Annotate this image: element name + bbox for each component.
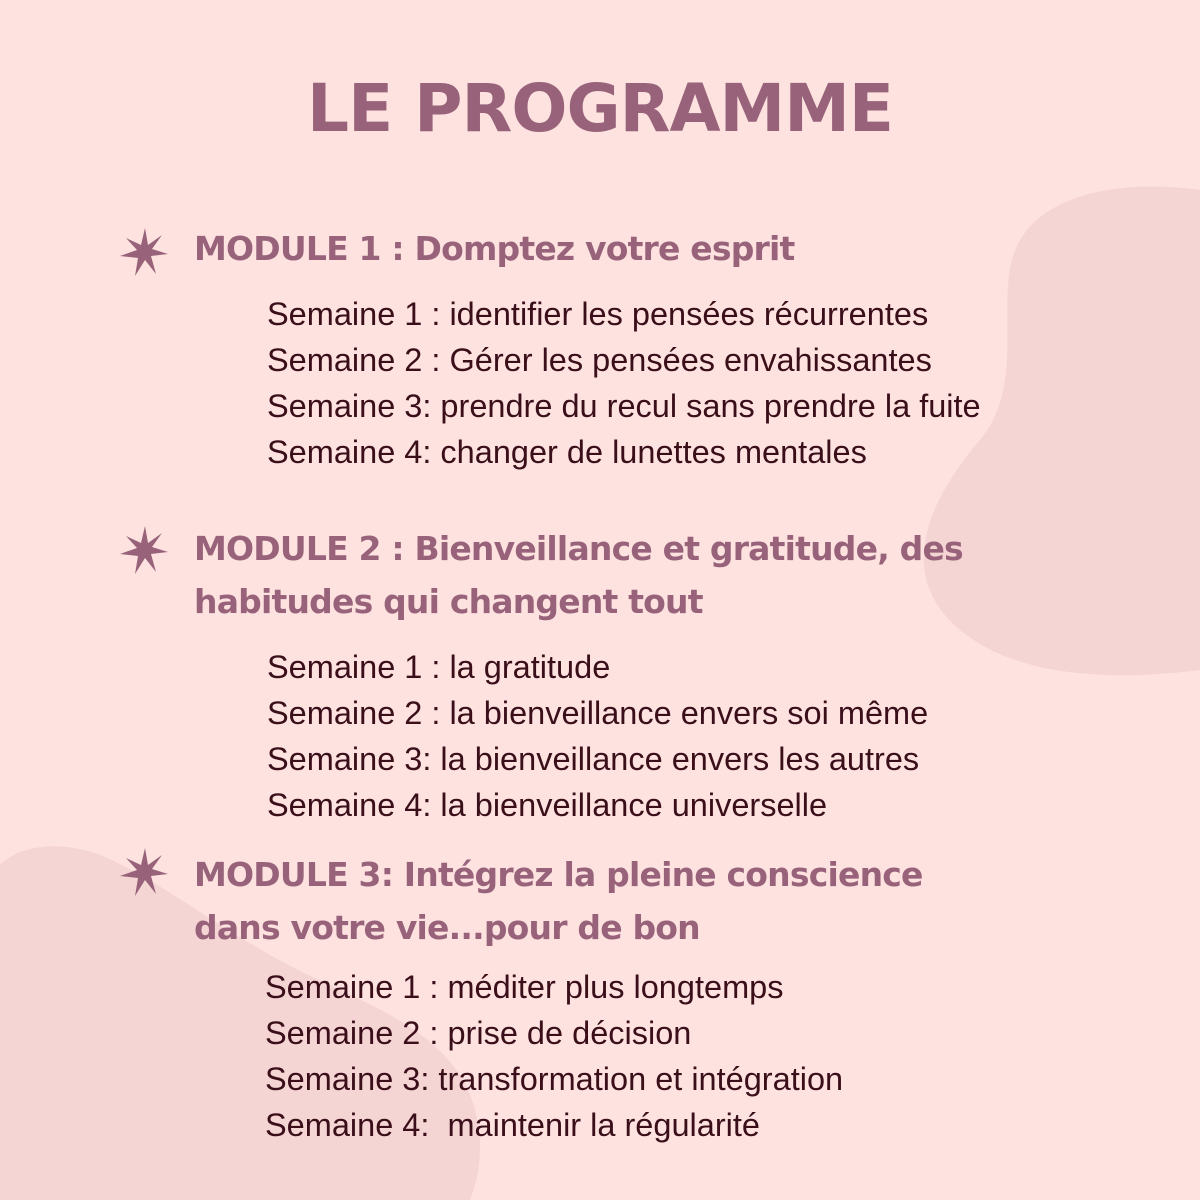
week-item: Semaine 2 : la bienveillance envers soi même (267, 695, 929, 731)
week-item: Semaine 3: prendre du recul sans prendre la fuite (267, 388, 981, 424)
module-title: MODULE 2 : Bienveillance et gratitude, des habitudes qui changent tout (194, 529, 963, 621)
week-item: Semaine 3: transformation et intégration (265, 1061, 844, 1097)
page-title: LE PROGRAMME (307, 70, 893, 147)
week-item: Semaine 1 : la gratitude (267, 649, 611, 685)
module-title: MODULE 1 : Domptez votre esprit (194, 229, 795, 268)
week-item: Semaine 4: la bienveillance universelle (267, 787, 828, 823)
week-item: Semaine 4: maintenir la régularité (265, 1107, 760, 1143)
week-list (265, 964, 843, 1148)
star-icon (118, 226, 170, 278)
module-title: MODULE 3: Intégrez la pleine conscience dans votre vie...pour de bon (194, 855, 923, 947)
star-icon (118, 846, 170, 898)
week-item: Semaine 4: changer de lunettes mentales (267, 434, 867, 470)
star-icon (118, 524, 170, 576)
week-item: Semaine 1 : identifier les pensées récurrentes (267, 296, 929, 332)
week-list (267, 644, 928, 828)
week-item: Semaine 3: la bienveillance envers les autres (267, 741, 920, 777)
week-item: Semaine 2 : Gérer les pensées envahissantes (267, 342, 932, 378)
week-item: Semaine 2 : prise de décision (265, 1015, 692, 1051)
week-item: Semaine 1 : méditer plus longtemps (265, 969, 784, 1005)
week-list (267, 291, 981, 475)
